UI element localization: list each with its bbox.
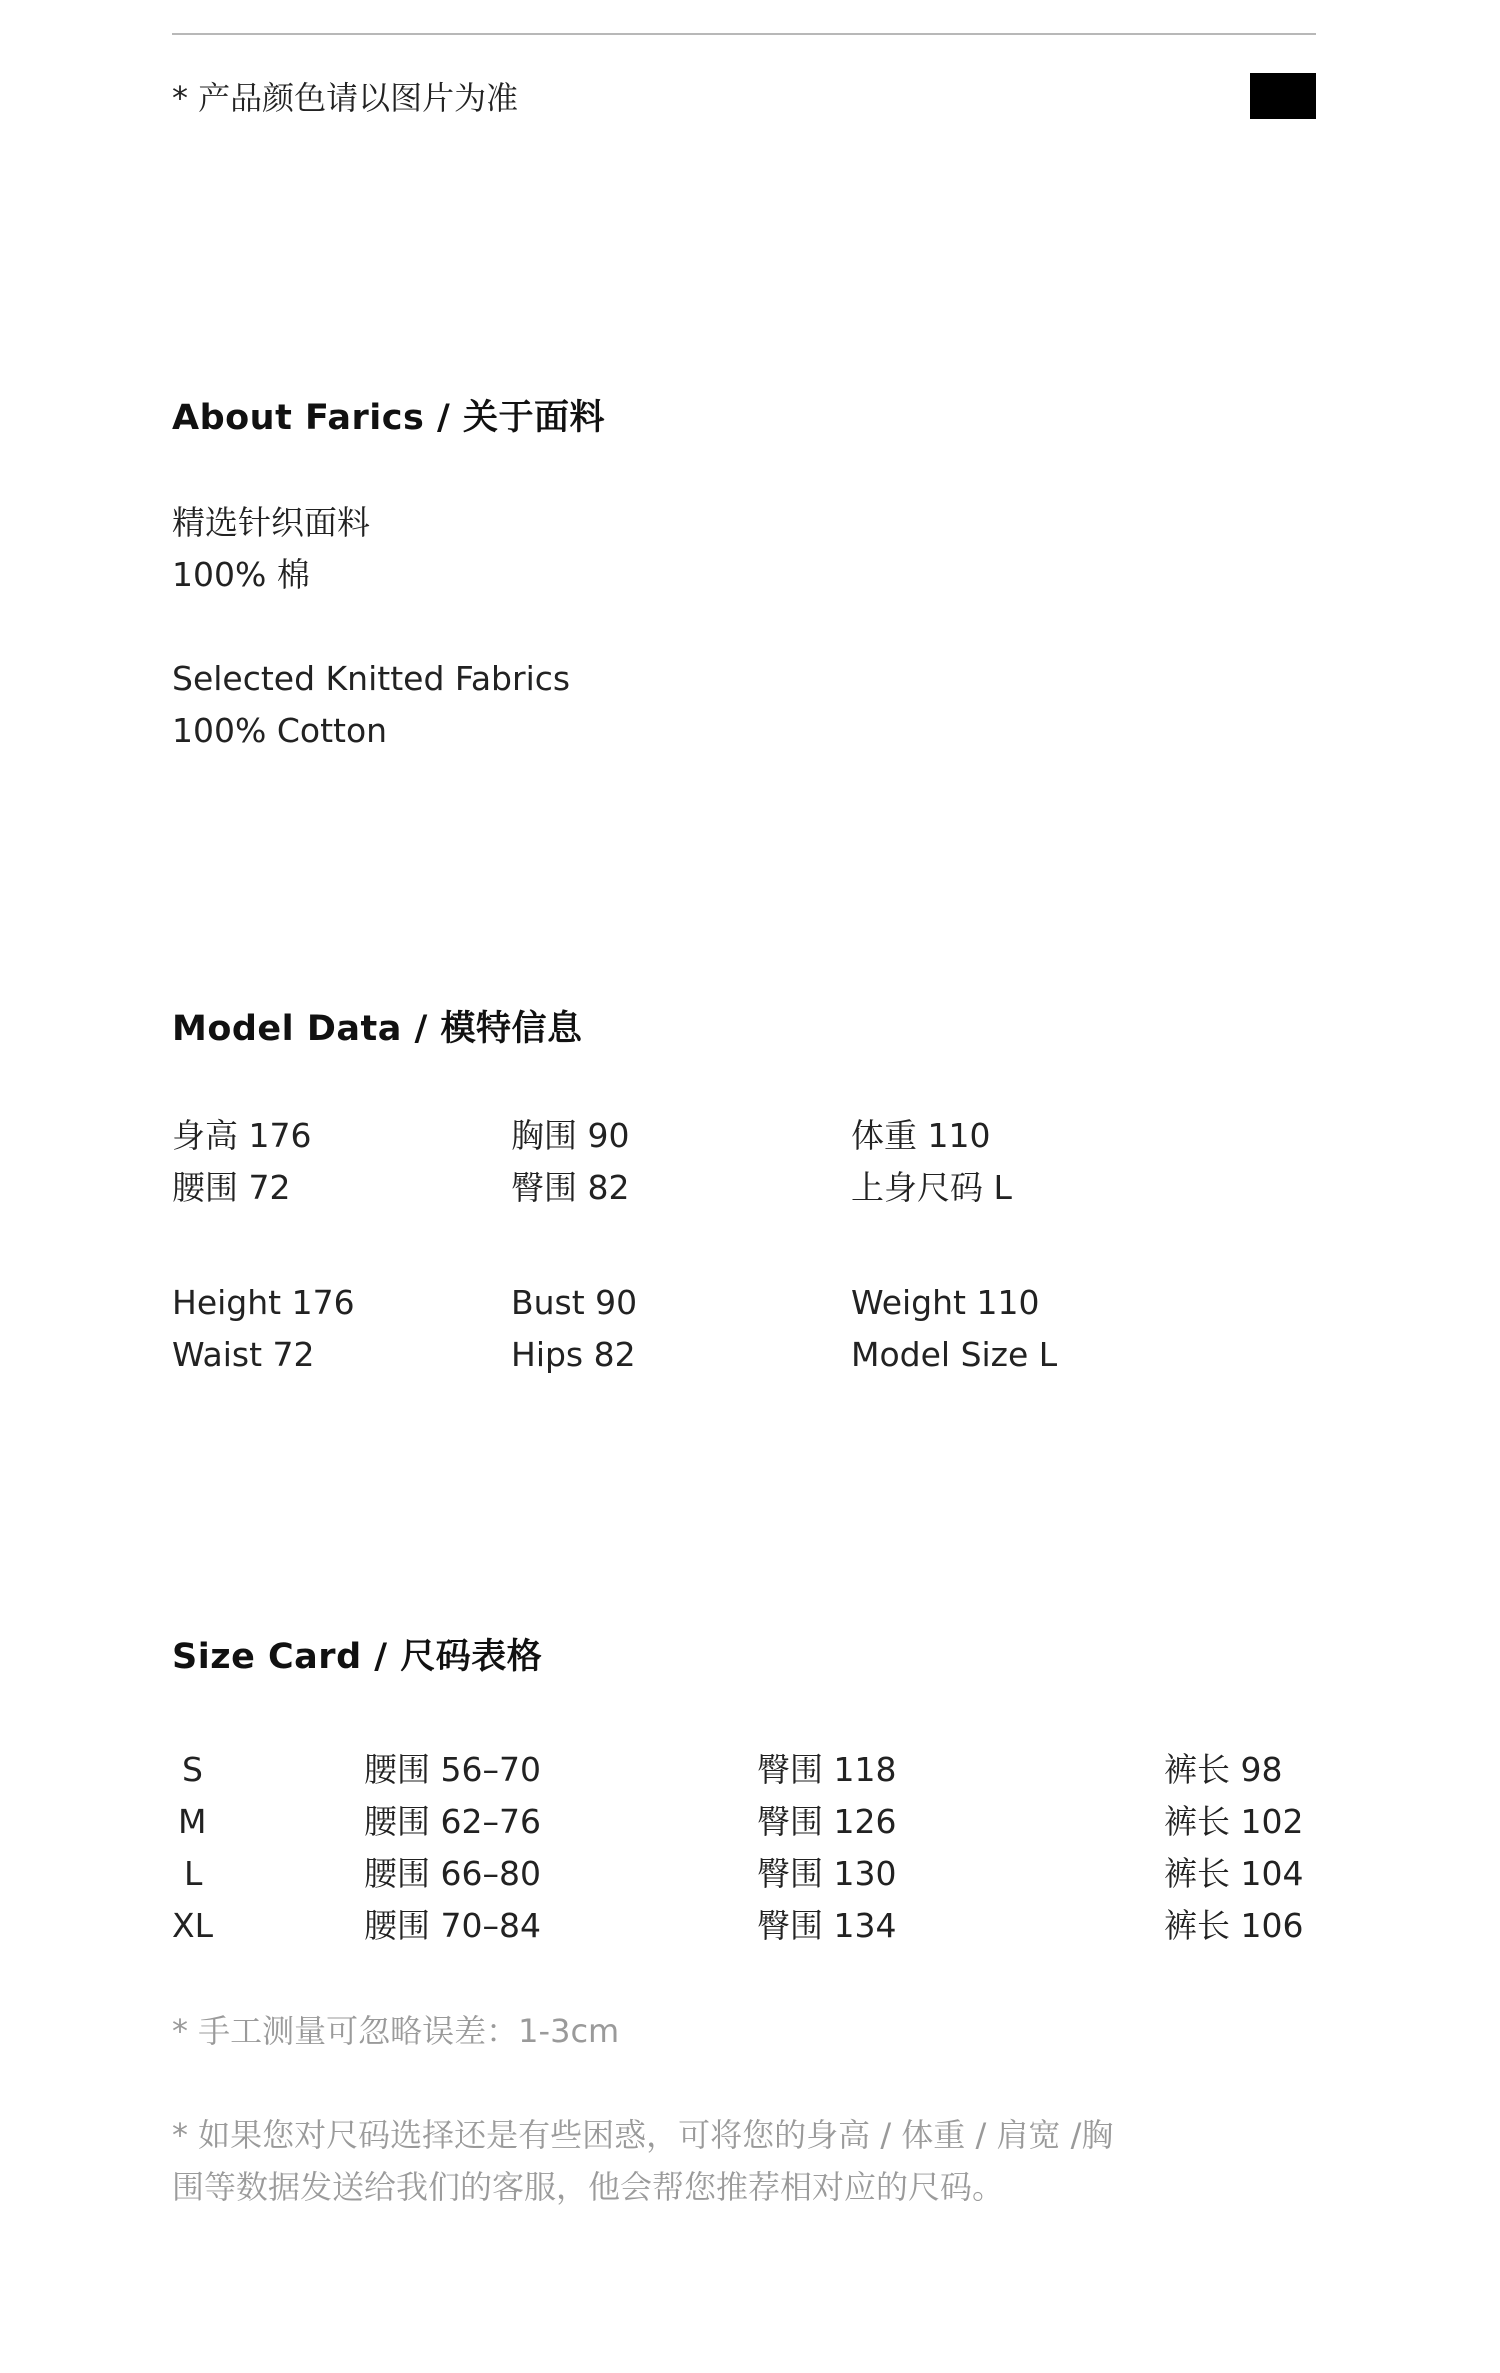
model-en-bust: Bust 90 [511, 1283, 638, 1322]
model-cn-waist: 腰围 72 [172, 1168, 291, 1207]
size-row-l-label: L [184, 1854, 203, 1893]
size-row-xl-hips: 臀围 134 [757, 1906, 897, 1945]
top-divider [172, 33, 1316, 35]
size-advice-line-1: * 如果您对尺码选择还是有些困惑，可将您的身高 / 体重 / 肩宽 /胸 [172, 2116, 1114, 2154]
size-section-title: Size Card / 尺码表格 [172, 1637, 543, 1677]
model-en-size: Model Size L [851, 1335, 1058, 1374]
model-cn-bust: 胸围 90 [511, 1116, 630, 1155]
size-row-l-length: 裤长 104 [1164, 1854, 1304, 1893]
size-row-l-hips: 臀围 130 [757, 1854, 897, 1893]
fabric-cn-line-2: 100% 棉 [172, 555, 310, 594]
model-en-height: Height 176 [172, 1283, 355, 1322]
color-swatch [1250, 73, 1316, 119]
size-row-l-waist: 腰围 66–80 [364, 1854, 541, 1893]
size-row-m-length: 裤长 102 [1164, 1802, 1304, 1841]
model-cn-weight: 体重 110 [851, 1116, 991, 1155]
model-en-weight: Weight 110 [851, 1283, 1040, 1322]
fabric-cn-line-1: 精选针织面料 [172, 503, 370, 542]
size-row-s-length: 裤长 98 [1164, 1750, 1283, 1789]
size-row-xl-length: 裤长 106 [1164, 1906, 1304, 1945]
size-row-m-label: M [178, 1802, 207, 1841]
model-cn-height: 身高 176 [172, 1116, 312, 1155]
model-cn-size: 上身尺码 L [851, 1168, 1012, 1207]
size-row-xl-label: XL [172, 1906, 213, 1945]
model-section-title: Model Data / 模特信息 [172, 1009, 583, 1049]
fabric-en-line-2: 100% Cotton [172, 711, 388, 750]
size-row-s-waist: 腰围 56–70 [364, 1750, 541, 1789]
model-cn-hips: 臀围 82 [511, 1168, 630, 1207]
model-en-waist: Waist 72 [172, 1335, 315, 1374]
size-row-m-hips: 臀围 126 [757, 1802, 897, 1841]
size-row-s-label: S [182, 1750, 203, 1789]
measurement-error-note: * 手工测量可忽略误差：1-3cm [172, 2012, 620, 2050]
fabric-en-line-1: Selected Knitted Fabrics [172, 659, 571, 698]
fabric-section-title: About Farics / 关于面料 [172, 398, 605, 438]
size-row-s-hips: 臀围 118 [757, 1750, 897, 1789]
model-en-hips: Hips 82 [511, 1335, 636, 1374]
size-row-xl-waist: 腰围 70–84 [364, 1906, 541, 1945]
size-row-m-waist: 腰围 62–76 [364, 1802, 541, 1841]
color-note: * 产品颜色请以图片为准 [172, 79, 519, 117]
size-advice-line-2: 围等数据发送给我们的客服，他会帮您推荐相对应的尺码。 [172, 2168, 1005, 2206]
